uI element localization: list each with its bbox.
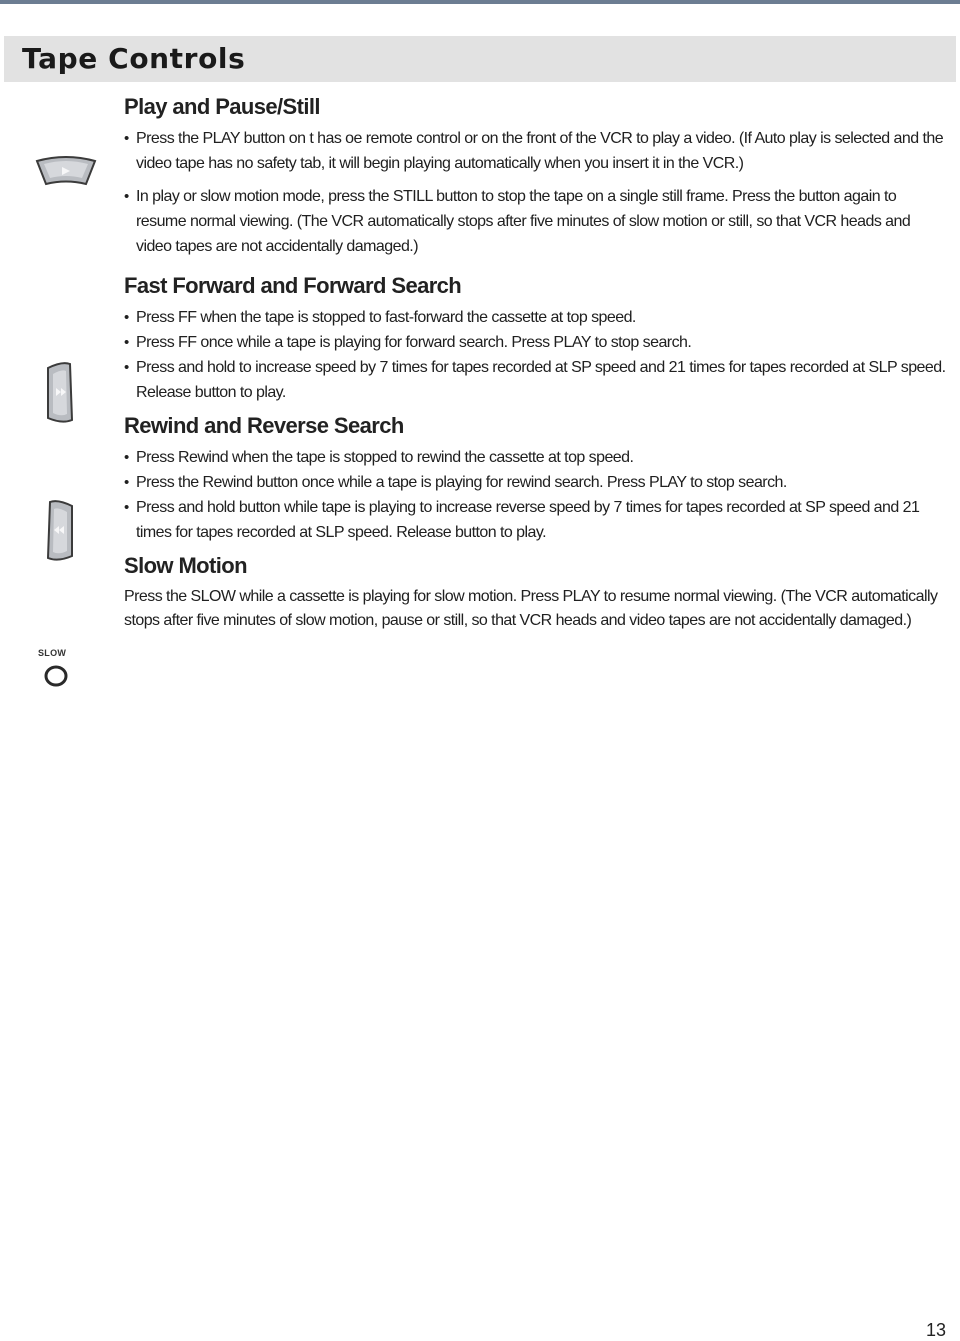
- page-number: 13: [926, 1320, 947, 1340]
- rew-bullets: [124, 445, 948, 545]
- ff-section: [124, 273, 948, 405]
- section-title-ff: Fast Forward and Forward Search: [124, 273, 462, 298]
- slow-button-icon: [42, 662, 70, 688]
- slow-body: Press the SLOW while a cassette is playing for slow motion. Press PLAY to resume normal viewing. (The VCR automatically stops after five minutes of slow motion, pause or still, so that VCR heads and video tapes are not accidentally damaged.): [124, 588, 938, 629]
- fast-forward-button-icon: [44, 360, 76, 426]
- bullet-item: • Press and hold button while tape is playing to increase reverse speed by 7 times for tapes recorded at SP speed and 21 times for tapes recorded at SLP speed. Release button to play.: [124, 495, 948, 545]
- bullet-item: • Press the PLAY button on t has oe remote control or on the front of the VCR to play a video. (If Auto play is selected and the video tape has no safety tab, it will begin playing automatically when you insert it in the VCR.): [124, 126, 948, 176]
- section-title-rew: Rewind and Reverse Search: [124, 413, 404, 438]
- bullet-item: • Press and hold to increase speed by 7 times for tapes recorded at SP speed and 21 times for tapes recorded at SLP speed. Release button to play.: [124, 355, 948, 405]
- play-section: [124, 94, 948, 259]
- bullet-item: • Press Rewind when the tape is stopped to rewind the cassette at top speed.: [124, 445, 948, 470]
- rewind-button-icon: [44, 498, 76, 564]
- bullet-item: • Press FF once while a tape is playing for forward search. Press PLAY to stop search.: [124, 330, 948, 355]
- bullet-item: • In play or slow motion mode, press the STILL button to stop the tape on a single still frame. Press the button again to resume normal viewing. (The VCR automatically stops after five minutes of slow motion or still, so that VCR heads and video tapes are not accidentally damaged.): [124, 184, 948, 259]
- ff-bullets: [124, 305, 948, 405]
- play-bullets: [124, 126, 948, 259]
- top-rule: [0, 0, 960, 4]
- bullet-item: • Press FF when the tape is stopped to fast-forward the cassette at top speed.: [124, 305, 948, 330]
- tape-controls-content: [124, 94, 948, 633]
- rew-section: [124, 413, 948, 545]
- section-title-slow: Slow Motion: [124, 553, 247, 578]
- page-title: Tape Controls: [22, 42, 246, 75]
- bullet-item: • Press the Rewind button once while a tape is playing for rewind search. Press PLAY to stop search.: [124, 470, 948, 495]
- section-title-play: Play and Pause/Still: [124, 94, 320, 119]
- play-button-icon: [34, 152, 98, 188]
- slow-icon-label: SLOW: [38, 648, 67, 658]
- slow-section: [124, 553, 948, 633]
